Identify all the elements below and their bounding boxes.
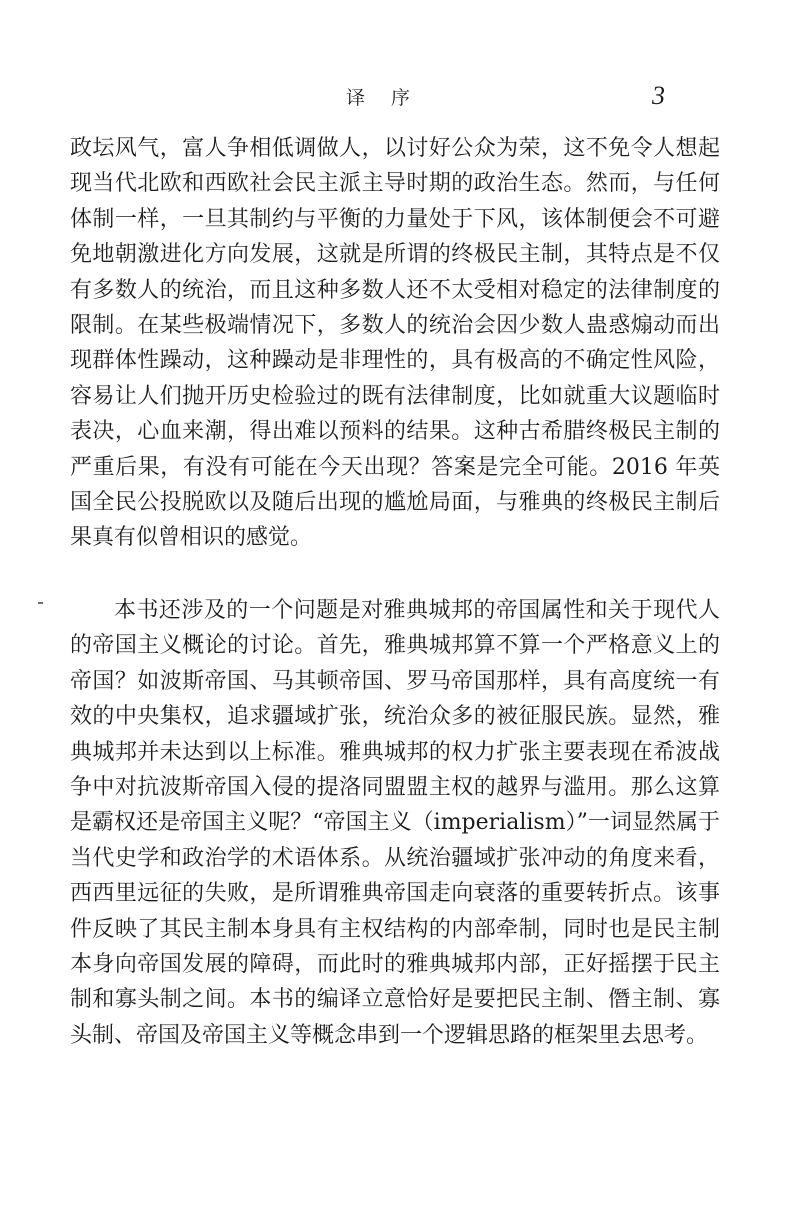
body-paragraph-2: 本书还涉及的一个问题是对雅典城邦的帝国属性和关于现代人的帝国主义概论的讨论。首先，雅典城邦算不算一个严格意义上的帝国？如波斯帝国、马其顿帝国、罗马帝国那样，具有高度统一有效的中央集权，追求疆域扩张，统治众多的被征服民族。显然，雅典城邦并未达到以上标准。雅典城邦的权力扩张主要表现在希波战争中对抗波斯帝国入侵的提洛同盟盟主权的越界与滥用。那么这算是霸权还是帝国主义呢？“帝国主义（imperialism）”一词显然属于当代史学和政治学的术语体系。从统治疆域扩张冲动的角度来看，西西里远征的失败，是所谓雅典帝国走向衰落的重要转折点。该事件反映了其民主制本身具有主权结构的内部牵制，同时也是民主制本身向帝国发展的障碍，而此时的雅典城邦内部，正好摇摆于民主制和寡头制之间。本书的编译立意恰好是要把民主制、僭主制、寡头制、帝国及帝国主义等概念串到一个逻辑思路的框架里去思考。 [70, 598, 720, 1048]
running-head [0, 82, 790, 122]
page-number: 3 [652, 81, 665, 110]
body-paragraph-1: 政坛风气，富人争相低调做人，以讨好公众为荣，这不免令人想起现当代北欧和西欧社会民主派主导时期的政治生态。然而，与任何体制一样，一旦其制约与平衡的力量处于下风，该体制便会不可避免地朝激进化方向发展，这就是所谓的终极民主制，其特点是不仅有多数人的统治，而且这种多数人还不太受相对稳定的法律制度的限制。在某些极端情况下，多数人的统治会因少数人蛊惑煽动而出现群体性躁动，这种躁动是非理性的，具有极高的不确定性风险，容易让人们抛开历史检验过的既有法律制度，比如就重大议题临时表决，心血来潮，得出难以预料的结果。这种古希腊终极民主制的严重后果，有没有可能在今天出现？答案是完全可能。2016 年英国全民公投脱欧以及随后出现的尴尬局面，与雅典的终极民主制后果真有似曾相识的感觉。 [70, 136, 720, 551]
section-title: 译 序 [346, 87, 421, 109]
scan-speck [38, 602, 43, 604]
